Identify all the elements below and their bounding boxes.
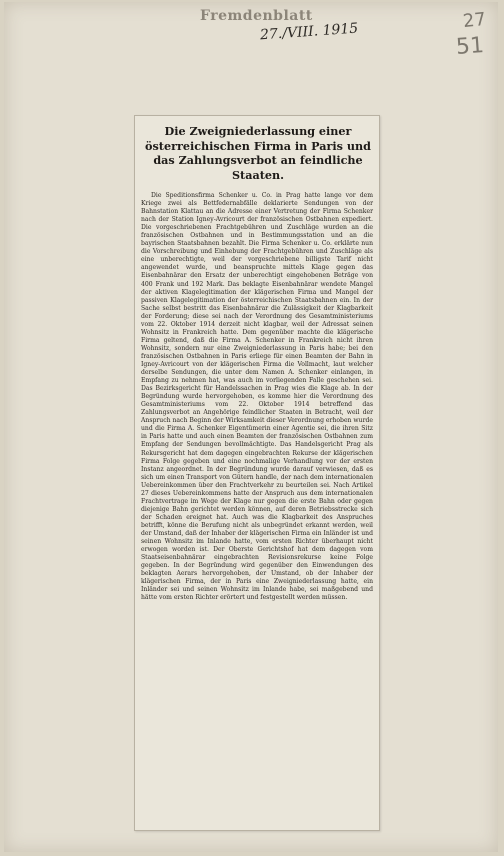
article-body: Die Speditionsfirma Schenker u. Co. in Prag hatte lange vor dem Kriege zwei als Bettfedernabfälle deklarierte Sendungen von der Bahnstation Klattau an die Adresse einer Vertretung der Firma Schenker nach der Station Igney-Avricourt der französischen Ostbahnen expediert. Die vorgeschriebenen Frachtgebühren und Zuschläge wurden an die französischen Ostbahnen und in Bestimmungsstation und an die bayrischen Staatsbahnen bezahlt. Die Firma Schenker u. Co. erklärte nun die Vorschreibung und Einhebung der Frachtgebühren und Zuschläge als eine unberechtigte, weil der vorgeschriebene billigste Tarif nicht angewendet wurde, und beanspruchte mittels Klage gegen das Eisenbahnärar den Ersatz der unberechtigt eingehobenen Beträge von 400 Frank und 192 Mark. Das beklagte Eisenbahnärar wendete Mangel der aktiven Klagelegitimation der klägerischen Firma und Mangel der passiven Klagelegitimation der österreichischen Staatsbahnen ein. In der Sache selbst bestritt das Eisenbahnärar die Zulässigkeit der Klagbarkeit der Forderung; diese sei nach der Verordnung des Gesamtministeriums vom 22. Oktober 1914 derzeit nicht klagbar, weil der Adressat seinen Wohnsitz in Frankreich hatte. Dem gegenüber machte die klägerische Firma geltend, daß die Firma A. Schenker in Frankreich nicht ihren Wohnsitz, sondern nur eine Zweigniederlassung in Paris habe; bei den französischen Ostbahnen in Paris erliege für einen Beamten der Bahn in Igney-Avricourt von der klägerischen Firma die Vollmacht, laut welcher derselbe Sendungen, die unter dem Namen A. Schenker einlangen, in Empfang zu nehmen hat, was auch im vorliegenden Falle geschehen sei. Das Bezirksgericht für Handelssachen in Prag wies die Klage ab. In der Begründung wurde hervorgehoben, es komme hier die Verordnung des Gesamtministeriums vom 22. Oktober 1914 betreffend das Zahlungsverbot an Angehörige feindlicher Staaten in Betracht, weil der Anspruch nach Beginn der Wirksamkeit dieser Verordnung erhoben wurde und die Firma A. Schenker Eigentümerin einer Agentie sei, die ihren Sitz in Paris hatte und auch einen Beamten der französischen Ostbahnen zum Empfang der Sendungen bevollmächtigte. Das Handelsgericht Prag als Rekursgericht hat dem dagegen eingebrachten Rekurse der klägerischen Firma Folge gegeben und eine nochmalige Verhandlung vor der ersten Instanz angeordnet. In der Begründung wurde darauf verwiesen, daß es sich um einen Transport von Gütern handle, der nach dem internationalen Uebereinkommen über den Frachtverkehr zu beurteilen sei. Nach Artikel 27 dieses Uebereinkommens hatte der Anspruch aus dem internationalen Frachtvertrage im Wege der Klage nur gegen die erste Bahn oder gegen diejenige Bahn gerichtet werden können, auf deren Betriebsstrecke sich der Schaden ereignet hat. Auch was die Klagbarkeit des Anspruches betrifft, könne die Berufung nicht als unbegründet erkannt werden, weil der Umstand, daß der Inhaber der klägerischen Firma ein Inländer ist und seinen Wohnsitz im Inlande hatte, vom ersten Richter überhaupt nicht erwogen worden ist. Der Oberste Gerichtshof hat dem dagegen vom Staatseisenbahnärar eingebrachten Revisionsrekurse keine Folge gegeben. In der Begründung wird gegenüber den Einwendungen des beklagten Aerars hervorgehoben, der Umstand, ob der Inhaber der klägerischen Firma, der in Paris eine Zweigniederlassung hatte, ein Inländer sei und seinen Wohnsitz im Inlande habe, sei maßgebend und hätte vom ersten Richter erörtert und festgestellt werden müssen. — [141, 192, 373, 602]
newspaper-clipping — [134, 115, 380, 831]
archive-sheet — [4, 2, 498, 852]
pencil-note-bottom: 51 — [455, 33, 485, 60]
article-headline: Die Zweigniederlassung einer österreichischen Firma in Paris und das Zahlungsverbot an feindliche Staaten. — [145, 124, 371, 182]
pencil-note-top: 27 — [462, 8, 488, 33]
handwritten-date: 27./VIII. 1915 — [259, 20, 359, 44]
newspaper-source-stamp: Fremdenblatt — [200, 8, 313, 24]
